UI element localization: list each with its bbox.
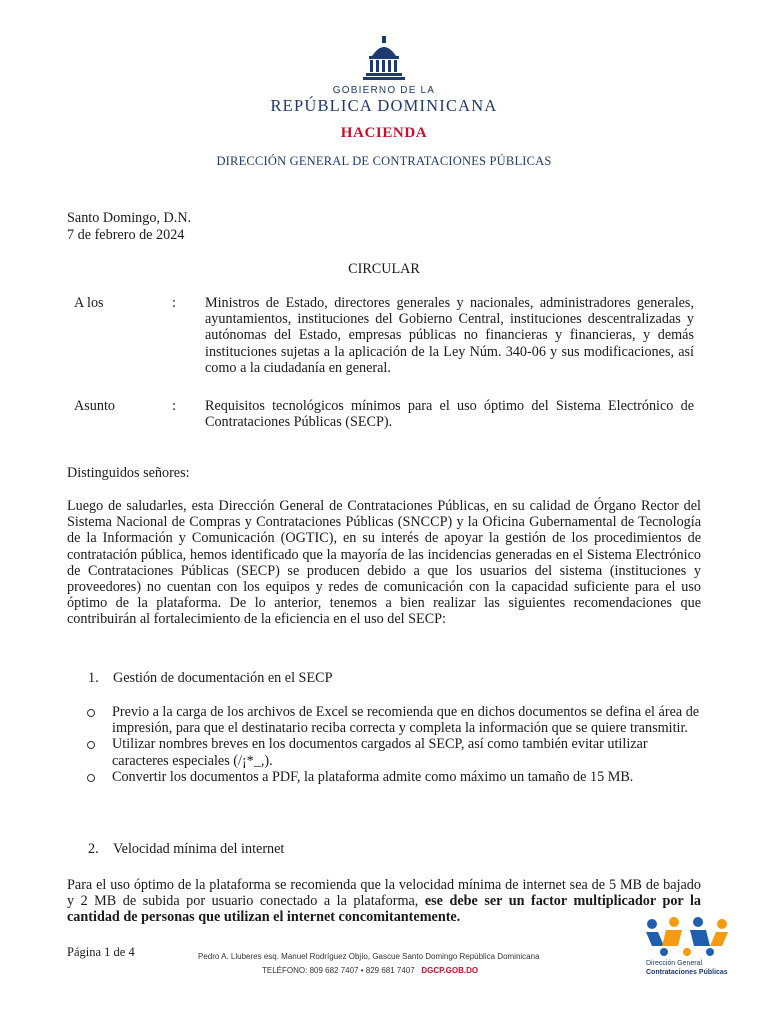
section-1-title: Gestión de documentación en el SECP	[113, 670, 333, 686]
footer-contact	[262, 966, 478, 975]
subject-text: Requisitos tecnológicos mínimos para el uso óptimo del Sistema Electrónico de Contrataciones Públicas (SECP).	[205, 398, 694, 431]
bullet-text: Convertir los documentos a PDF, la plataforma admite como máximo un tamaño de 15 MB.	[112, 768, 634, 785]
recipients-text: Ministros de Estado, directores generales y nacionales, administradores generales, ayuntamientos, instituciones del Gobierno Central, instituciones descentralizadas y autónomas del Estado, empresas públicas no financieras y financieras, y demás instituciones sujetas a la aplicación de la Ley Núm. 340-06 y sus modificaciones, así como a la ciudadanía en general.	[205, 295, 694, 376]
subject-colon: :	[172, 398, 176, 414]
section-1-bullet-list	[87, 704, 707, 785]
footer-website: DGCP.GOB.DO	[421, 966, 479, 975]
section-2-title: Velocidad mínima del internet	[113, 841, 285, 857]
logo-caption-line-1: Dirección General	[646, 960, 703, 967]
gov-line-1: GOBIERNO DE LA	[332, 85, 436, 96]
section-1-number: 1.	[88, 670, 99, 686]
date: 7 de febrero de 2024	[67, 227, 185, 243]
government-seal-icon	[360, 36, 408, 80]
bullet-text: Previo a la carga de los archivos de Excel se recomienda que en dichos documentos se defina el área de impresión, para que el destinatario reciba correcta y completa la información que se quiere transmitir.	[112, 704, 700, 737]
ministry-name: HACIENDA	[340, 125, 428, 141]
section-2-paragraph	[67, 877, 701, 926]
bullet-circle-icon	[87, 741, 95, 749]
footer-address: Pedro A. Lluberes esq. Manuel Rodríguez Objío, Gascue Santo Domingo República Dominicana	[198, 952, 540, 961]
list-item	[87, 704, 707, 736]
subject-label: Asunto	[74, 398, 115, 414]
list-item	[87, 769, 707, 785]
intro-paragraph: Luego de saludarles, esta Dirección General de Contrataciones Públicas, en su calidad de Órgano Rector del Sistema Nacional de Compras y Contrataciones Públicas (SNCCP) y la Oficina Gubernamental de Tecnología de la Información y Comunicación (OGTIC), en su interés de apoyar la gestión de los procedimientos de contratación pública, hemos identificado que la mayoría de las incidencias generadas en el Sistema Electrónico de Contrataciones Públicas (SECP) se producen debido a que los usuarios del sistema (instituciones y proveedores) no cuentan con los equipos y redes de comunicación con la capacidad suficiente para el uso óptimo de la plataforma. De lo anterior, tenemos a bien realizar las siguientes recomendaciones que contribuirán al fortalecimiento de la eficiencia en el uso del SECP:	[67, 498, 701, 628]
dgcp-logo-icon	[644, 916, 730, 958]
section-2-bold-text: ese debe ser un factor multiplicador por la cantidad de personas que utilizan el internet concomitantemente.	[67, 893, 701, 926]
section-2-text: Para el uso óptimo de la plataforma se recomienda que la velocidad mínima de internet sea de 5 MB de bajado y 2 MB de subida por usuario conectado a la plataforma,	[67, 877, 701, 910]
list-item	[87, 736, 707, 768]
recipients-colon: :	[172, 295, 176, 311]
recipients-label: A los	[74, 295, 104, 311]
document-type: CIRCULAR	[348, 261, 420, 277]
bullet-circle-icon	[87, 774, 95, 782]
logo-caption-line-2: Contrataciones Públicas	[646, 969, 728, 976]
bullet-text: Utilizar nombres breves en los documentos cargados al SECP, así como también evitar utilizar caracteres especiales (/¡*_,).	[112, 736, 648, 769]
gov-line-2: REPÚBLICA DOMINICANA	[270, 96, 498, 115]
directorate-title: DIRECCIÓN GENERAL DE CONTRATACIONES PÚBLICAS	[216, 154, 552, 168]
bullet-circle-icon	[87, 709, 95, 717]
place: Santo Domingo, D.N.	[67, 210, 192, 226]
page-number: Página 1 de 4	[67, 945, 135, 959]
greeting: Distinguidos señores:	[67, 465, 190, 481]
section-2-number: 2.	[88, 841, 99, 857]
footer-phone: TELÉFONO: 809 682 7407 • 829 681 7407	[262, 966, 415, 975]
